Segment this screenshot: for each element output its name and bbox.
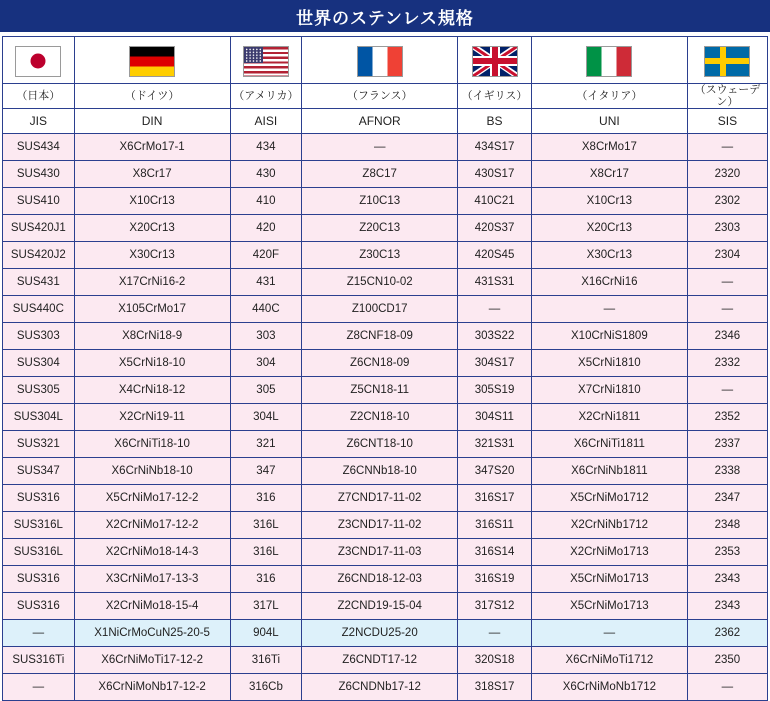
table-cell: Z2CND19-15-04 — [302, 593, 458, 620]
table-cell: X17CrNi16-2 — [74, 269, 230, 296]
table-cell: SUS347 — [3, 458, 75, 485]
table-cell: SUS303 — [3, 323, 75, 350]
table-cell: 316Cb — [230, 674, 302, 701]
country-name-cell: （イタリア） — [531, 84, 687, 109]
table-cell: X2CrNi1811 — [531, 404, 687, 431]
table-cell: Z6CNNb18-10 — [302, 458, 458, 485]
table-cell: X8CrMo17 — [531, 134, 687, 161]
table-cell: 2302 — [687, 188, 767, 215]
table-cell: 430S17 — [458, 161, 532, 188]
table-cell: Z5CN18-11 — [302, 377, 458, 404]
table-cell: 347S20 — [458, 458, 532, 485]
table-cell: 2353 — [687, 539, 767, 566]
table-cell: X6CrNiMoNb17-12-2 — [74, 674, 230, 701]
table-cell: 321 — [230, 431, 302, 458]
table-row — [3, 377, 768, 404]
table-cell: 316Ti — [230, 647, 302, 674]
standard-code-cell: UNI — [531, 109, 687, 134]
table-cell: 440C — [230, 296, 302, 323]
table-cell: 2362 — [687, 620, 767, 647]
table-cell: X105CrMo17 — [74, 296, 230, 323]
table-row — [3, 647, 768, 674]
table-row — [3, 512, 768, 539]
table-cell: X30Cr13 — [531, 242, 687, 269]
standard-code-cell: AISI — [230, 109, 302, 134]
flag-cell — [458, 37, 532, 84]
table-cell: 316L — [230, 539, 302, 566]
table-cell: X8CrNi18-9 — [74, 323, 230, 350]
table-cell: X6CrNiMoNb1712 — [531, 674, 687, 701]
table-cell: X6CrNiMoTi1712 — [531, 647, 687, 674]
table-cell: 304L — [230, 404, 302, 431]
table-cell: 305 — [230, 377, 302, 404]
table-cell: SUS420J1 — [3, 215, 75, 242]
table-cell: SUS304L — [3, 404, 75, 431]
table-cell: 303S22 — [458, 323, 532, 350]
table-cell: 321S31 — [458, 431, 532, 458]
table-cell: 434S17 — [458, 134, 532, 161]
table-cell: X1NiCrMoCuN25-20-5 — [74, 620, 230, 647]
standard-code-cell: JIS — [3, 109, 75, 134]
table-cell: Z20C13 — [302, 215, 458, 242]
table-cell: 304S17 — [458, 350, 532, 377]
table-cell: 316L — [230, 512, 302, 539]
table-row — [3, 161, 768, 188]
table-cell: X20Cr13 — [531, 215, 687, 242]
table-cell: X2CrNi19-11 — [74, 404, 230, 431]
table-cell: X5CrNiMo17-12-2 — [74, 485, 230, 512]
table-cell: Z6CND18-12-03 — [302, 566, 458, 593]
table-row — [3, 134, 768, 161]
table-row — [3, 620, 768, 647]
table-row — [3, 539, 768, 566]
table-cell: — — [687, 269, 767, 296]
table-cell: Z100CD17 — [302, 296, 458, 323]
table-cell: SUS316 — [3, 566, 75, 593]
table-row — [3, 323, 768, 350]
table-cell: X10Cr13 — [74, 188, 230, 215]
table-cell: 420 — [230, 215, 302, 242]
table-cell: X2CrNiNb1712 — [531, 512, 687, 539]
table-row — [3, 242, 768, 269]
table-cell: X6CrNiMoTi17-12-2 — [74, 647, 230, 674]
table-cell: 347 — [230, 458, 302, 485]
country-row — [3, 84, 768, 109]
table-cell: X4CrNi18-12 — [74, 377, 230, 404]
table-cell: 2337 — [687, 431, 767, 458]
table-cell: SUS316 — [3, 593, 75, 620]
table-cell: Z6CNDNb17-12 — [302, 674, 458, 701]
table-cell: SUS321 — [3, 431, 75, 458]
flag-cell — [531, 37, 687, 84]
table-cell: 2338 — [687, 458, 767, 485]
table-cell: X6CrNiTi18-10 — [74, 431, 230, 458]
table-cell: SUS431 — [3, 269, 75, 296]
country-name-cell: （アメリカ） — [230, 84, 302, 109]
flag-cell — [687, 37, 767, 84]
table-cell: 410C21 — [458, 188, 532, 215]
table-cell: 316S11 — [458, 512, 532, 539]
table-cell: Z2CN18-10 — [302, 404, 458, 431]
flag-cell — [74, 37, 230, 84]
page-title: 世界のステンレス規格 — [296, 8, 474, 28]
table-cell: 304 — [230, 350, 302, 377]
sweden-flag — [704, 46, 750, 77]
table-cell: X5CrNiMo1712 — [531, 485, 687, 512]
table-cell: 316S19 — [458, 566, 532, 593]
table-row — [3, 566, 768, 593]
table-cell: SUS410 — [3, 188, 75, 215]
table-cell: X6CrNiTi1811 — [531, 431, 687, 458]
table-cell: X7CrNi1810 — [531, 377, 687, 404]
table-row — [3, 458, 768, 485]
table-cell: Z6CN18-09 — [302, 350, 458, 377]
country-name-cell: （フランス） — [302, 84, 458, 109]
table-cell: 2350 — [687, 647, 767, 674]
table-cell: SUS316Ti — [3, 647, 75, 674]
table-cell: Z7CND17-11-02 — [302, 485, 458, 512]
table-cell: Z8C17 — [302, 161, 458, 188]
flag-wrapper — [458, 42, 531, 80]
table-cell: — — [687, 134, 767, 161]
table-cell: 2304 — [687, 242, 767, 269]
table-cell: SUS420J2 — [3, 242, 75, 269]
table-cell: X2CrNiMo18-14-3 — [74, 539, 230, 566]
uk-flag — [472, 46, 518, 77]
table-cell: 2332 — [687, 350, 767, 377]
table-cell: X3CrNiMo17-13-3 — [74, 566, 230, 593]
table-cell: 410 — [230, 188, 302, 215]
table-cell: Z3CND17-11-02 — [302, 512, 458, 539]
table-cell: X2CrNiMo17-12-2 — [74, 512, 230, 539]
table-cell: X6CrMo17-1 — [74, 134, 230, 161]
table-cell: 2348 — [687, 512, 767, 539]
table-cell: 317S12 — [458, 593, 532, 620]
table-cell: 2343 — [687, 566, 767, 593]
flag-cell — [230, 37, 302, 84]
table-cell: 316S17 — [458, 485, 532, 512]
table-cell: X5CrNiMo1713 — [531, 593, 687, 620]
table-cell: 420F — [230, 242, 302, 269]
table-cell: 305S19 — [458, 377, 532, 404]
germany-flag — [129, 46, 175, 77]
table-cell: 431 — [230, 269, 302, 296]
table-cell: X5CrNi18-10 — [74, 350, 230, 377]
page-title-bar — [0, 0, 770, 32]
table-cell: — — [3, 620, 75, 647]
table-cell: — — [3, 674, 75, 701]
table-row — [3, 593, 768, 620]
table-cell: X5CrNiMo1713 — [531, 566, 687, 593]
table-row — [3, 296, 768, 323]
table-cell: 2352 — [687, 404, 767, 431]
table-cell: X6CrNiNb18-10 — [74, 458, 230, 485]
table-cell: Z30C13 — [302, 242, 458, 269]
table-cell: — — [687, 296, 767, 323]
table-cell: — — [458, 296, 532, 323]
table-cell: X16CrNi16 — [531, 269, 687, 296]
table-cell: — — [687, 674, 767, 701]
table-cell: 303 — [230, 323, 302, 350]
table-row — [3, 269, 768, 296]
table-cell: X20Cr13 — [74, 215, 230, 242]
table-cell: 316 — [230, 485, 302, 512]
table-cell: — — [687, 377, 767, 404]
flag-wrapper — [302, 42, 457, 80]
japan-flag — [15, 46, 61, 77]
flag-row — [3, 37, 768, 84]
table-cell: Z6CNT18-10 — [302, 431, 458, 458]
flag-wrapper — [231, 42, 302, 80]
table-cell: X2CrNiMo1713 — [531, 539, 687, 566]
flag-wrapper — [688, 42, 767, 80]
standard-code-cell: BS — [458, 109, 532, 134]
table-cell: X30Cr13 — [74, 242, 230, 269]
table-row — [3, 215, 768, 242]
country-name-cell: （スウェーデン） — [687, 84, 767, 109]
country-name-cell: （ドイツ） — [74, 84, 230, 109]
table-cell: SUS316L — [3, 512, 75, 539]
table-cell: SUS440C — [3, 296, 75, 323]
table-cell: 904L — [230, 620, 302, 647]
table-row — [3, 350, 768, 377]
flag-wrapper — [532, 42, 687, 80]
standard-code-row — [3, 109, 768, 134]
table-cell: 304S11 — [458, 404, 532, 431]
table-cell: 2346 — [687, 323, 767, 350]
country-name-cell: （イギリス） — [458, 84, 532, 109]
table-cell: — — [302, 134, 458, 161]
table-row — [3, 188, 768, 215]
table-cell: 420S37 — [458, 215, 532, 242]
flag-wrapper — [75, 42, 230, 80]
table-cell: 316S14 — [458, 539, 532, 566]
table-cell: 431S31 — [458, 269, 532, 296]
table-cell: 434 — [230, 134, 302, 161]
table-cell: 2303 — [687, 215, 767, 242]
table-cell: SUS304 — [3, 350, 75, 377]
table-cell: — — [458, 620, 532, 647]
flag-cell — [3, 37, 75, 84]
standards-table — [2, 36, 768, 701]
table-cell: — — [531, 296, 687, 323]
table-cell: 2320 — [687, 161, 767, 188]
table-row — [3, 404, 768, 431]
table-cell: SUS434 — [3, 134, 75, 161]
table-row — [3, 485, 768, 512]
table-cell: X10CrNiS1809 — [531, 323, 687, 350]
table-cell: 420S45 — [458, 242, 532, 269]
italy-flag — [586, 46, 632, 77]
table-cell: Z2NCDU25-20 — [302, 620, 458, 647]
france-flag — [357, 46, 403, 77]
table-cell: Z6CNDT17-12 — [302, 647, 458, 674]
table-cell: 317L — [230, 593, 302, 620]
standard-code-cell: SIS — [687, 109, 767, 134]
table-row — [3, 674, 768, 701]
standard-code-cell: DIN — [74, 109, 230, 134]
table-cell: — — [531, 620, 687, 647]
table-cell: 318S17 — [458, 674, 532, 701]
table-cell: 320S18 — [458, 647, 532, 674]
table-cell: X8Cr17 — [74, 161, 230, 188]
table-cell: Z10C13 — [302, 188, 458, 215]
country-name-cell: （日本） — [3, 84, 75, 109]
table-cell: 2347 — [687, 485, 767, 512]
table-cell: Z3CND17-11-03 — [302, 539, 458, 566]
table-cell: 316 — [230, 566, 302, 593]
table-cell: X2CrNiMo18-15-4 — [74, 593, 230, 620]
table-cell: X8Cr17 — [531, 161, 687, 188]
table-cell: 430 — [230, 161, 302, 188]
table-row — [3, 431, 768, 458]
standard-code-cell: AFNOR — [302, 109, 458, 134]
table-cell: X6CrNiNb1811 — [531, 458, 687, 485]
flag-cell — [302, 37, 458, 84]
usa-flag — [243, 46, 289, 77]
table-cell: SUS316 — [3, 485, 75, 512]
table-cell: SUS305 — [3, 377, 75, 404]
table-cell: Z15CN10-02 — [302, 269, 458, 296]
table-cell: SUS430 — [3, 161, 75, 188]
table-cell: Z8CNF18-09 — [302, 323, 458, 350]
table-cell: 2343 — [687, 593, 767, 620]
table-cell: X10Cr13 — [531, 188, 687, 215]
flag-wrapper — [3, 42, 74, 80]
table-cell: X5CrNi1810 — [531, 350, 687, 377]
table-cell: SUS316L — [3, 539, 75, 566]
